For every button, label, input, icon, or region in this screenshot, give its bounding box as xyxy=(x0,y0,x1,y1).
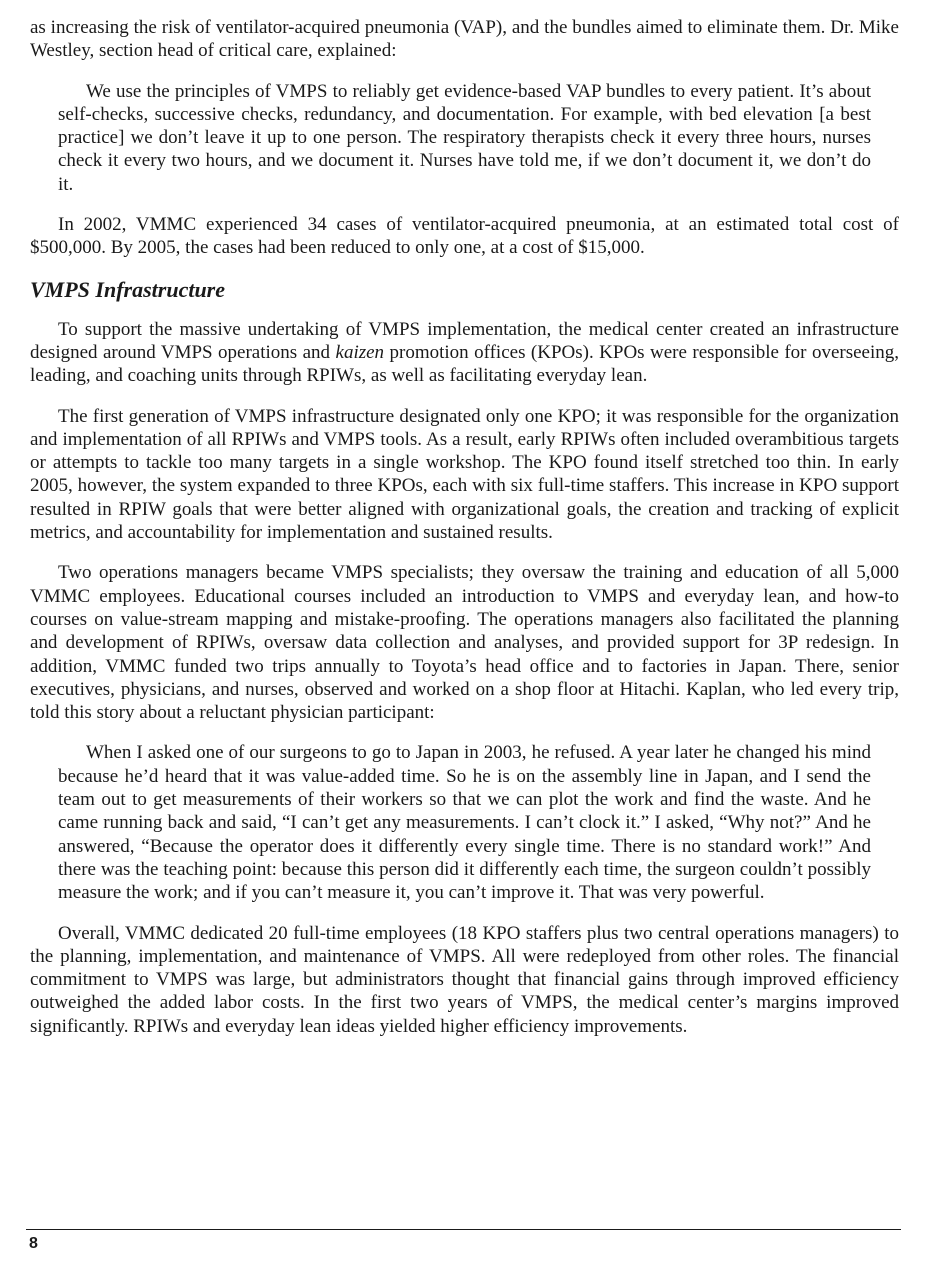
paragraph-infrastructure-kaizen: kaizen xyxy=(335,341,385,363)
paragraph-infrastructure xyxy=(30,318,899,388)
paragraph-vap-intro: as increasing the risk of ventilator-acquired pneumonia (VAP), and the bundles aimed to eliminate them. Dr. Mike Westley, section head of critical care, explained: xyxy=(30,17,899,62)
paragraph-infrastructure-part-b: promotion offices (KPOs). KPOs were responsible for overseeing, leading, and coaching units through RPIWs, as well as facilitating everyday lean. xyxy=(30,341,899,387)
paragraph-overall: Overall, VMMC dedicated 20 full-time employees (18 KPO staffers plus two central operations managers) to the planning, implementation, and maintenance of VMPS. All were redeployed from other roles. The financial commitment to VMPS was large, but administrators thought that financial gains through improved efficiency outweighed the added labor costs. In the first two years of VMPS, the medical center’s margins improved significantly. RPIWs and everyday lean ideas yielded higher efficiency improvements. xyxy=(30,922,899,1037)
document-body xyxy=(30,16,899,1055)
quote-westley: We use the principles of VMPS to reliably get evidence-based VAP bundles to every patient. It’s about self-checks, successive checks, redundancy, and documentation. For example, with bed elevation [a best practice] we don’t leave it up to one person. The respiratory therapists check it every three hours, nurses check it every two hours, and we document it. Nurses have told me, if we don’t document it, we don’t do it. xyxy=(58,80,871,195)
paragraph-infrastructure-part-a: To support the massive undertaking of VMPS implementation, the medical center created an infrastructure designed around VMPS operations and xyxy=(30,318,899,363)
section-heading-vmps-infrastructure: VMPS Infrastructure xyxy=(30,276,226,302)
paragraph-vap-results: In 2002, VMMC experienced 34 cases of ventilator-acquired pneumonia, at an estimated total cost of $500,000. By 2005, the cases had been reduced to only one, at a cost of $15,000. xyxy=(30,214,899,259)
page-number: 8 xyxy=(29,1235,38,1252)
quote-kaplan: When I asked one of our surgeons to go to Japan in 2003, he refused. A year later he changed his mind because he’d heard that it was value-added time. So he is on the assembly line in Japan, and I send the team out to get measurements of their workers so that we can plot the work and find the waste. And he came running back and said, “I can’t get any measurements. I can’t clock it.” I asked, “Why not?” And he answered, “Because the operator does it differently every single time. There is no standard work!” And there was the teaching point: because this person did it differently each time, the surgeon couldn’t possibly measure the work; and if you can’t measure it, you can’t improve it. That was very powerful. xyxy=(58,742,871,904)
footer-divider xyxy=(26,1229,901,1230)
paragraph-operations-managers: Two operations managers became VMPS specialists; they oversaw the training and education of all 5,000 VMMC employees. Educational courses included an introduction to VMPS and everyday lean, and how-to courses on value-stream mapping and mistake-proofing. The operations managers also facilitated the planning and development of RPIWs, oversaw data collection and analyses, and provided support for 3P redesign. In addition, VMMC funded two trips annually to Toyota’s head office and to factories in Japan. There, senior executives, physicians, and nurses, observed and worked on a shop floor at Hitachi. Kaplan, who led every trip, told this story about a reluctant physician participant: xyxy=(30,562,899,724)
paragraph-first-generation: The first generation of VMPS infrastructure designated only one KPO; it was responsible for the organization and implementation of all RPIWs and VMPS tools. As a result, early RPIWs often included overambitious targets or attempts to tackle too many targets in a single workshop. The KPO found itself stretched too thin. In early 2005, however, the system expanded to three KPOs, each with six full-time staffers. This increase in KPO support resulted in RPIW goals that were better aligned with organizational goals, the creation and tracking of explicit metrics, and accountability for implementation and sustained results. xyxy=(30,405,899,544)
